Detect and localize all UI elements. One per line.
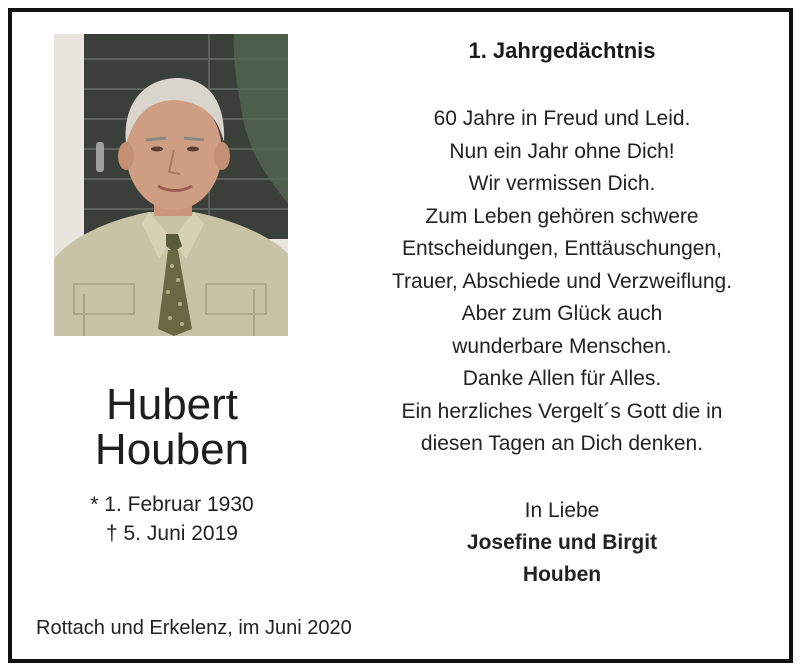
poem-line: Trauer, Abschiede und Verzweiflung.: [391, 269, 733, 293]
poem-line: Nun ein Jahr ohne Dich!: [449, 139, 675, 163]
portrait-photo: [54, 34, 288, 336]
deceased-first-name: Hubert: [105, 380, 239, 429]
memorial-heading: 1. Jahrgedächtnis: [468, 38, 656, 63]
poem-line: Aber zum Glück auch: [461, 302, 663, 325]
poem-line: wunderbare Menschen.: [452, 334, 672, 358]
obituary-card: [8, 8, 793, 663]
life-dates: [52, 490, 292, 548]
closing-intro: In Liebe: [524, 499, 600, 522]
poem-line: diesen Tagen an Dich denken.: [420, 432, 704, 455]
memorial-poem: [342, 103, 782, 461]
poem-line: Wir vermissen Dich.: [468, 172, 656, 195]
poem-line: Zum Leben gehören schwere: [425, 204, 699, 228]
poem-line: 60 Jahre in Freud und Leid.: [433, 107, 691, 130]
deceased-name: [52, 382, 292, 472]
poem-line: Danke Allen für Alles.: [462, 367, 662, 390]
poem-line: Ein herzliches Vergelt´s Gott die in: [401, 399, 723, 423]
closing-signature: [342, 495, 782, 591]
birth-date: * 1. Februar 1930: [90, 493, 254, 516]
place-and-date: Rottach und Erkelenz, im Juni 2020: [36, 617, 352, 639]
deceased-last-name: Houben: [94, 425, 250, 474]
signers-names: Josefine und Birgit: [466, 531, 658, 554]
death-date: † 5. Juni 2019: [106, 522, 238, 545]
poem-line: Entscheidungen, Enttäuschungen,: [402, 237, 722, 260]
signers-surname: Houben: [522, 563, 602, 586]
